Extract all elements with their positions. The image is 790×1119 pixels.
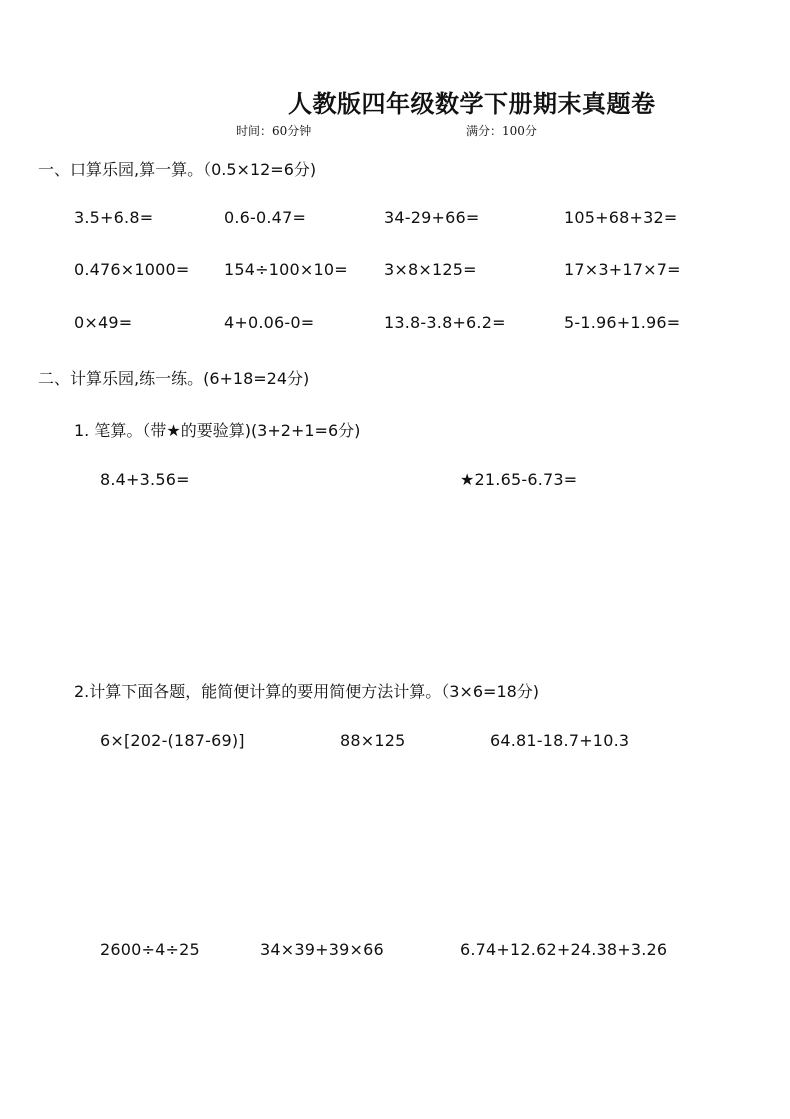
oral-item-2-2: 154÷100×10= bbox=[224, 260, 348, 279]
oral-item-2-3: 3×8×125= bbox=[384, 260, 477, 279]
page-title: 人教版四年级数学下册期末真题卷 bbox=[288, 90, 656, 118]
oral-item-3-4: 5-1.96+1.96= bbox=[564, 313, 681, 332]
section-1-heading: 一、口算乐园,算一算。（0.5×12=6分) bbox=[38, 160, 317, 179]
simplify-item-1: 6×[202-(187-69)] bbox=[100, 731, 245, 750]
written-item-2-with-check: ★21.65-6.73= bbox=[460, 470, 578, 489]
oral-item-3-3: 13.8-3.8+6.2= bbox=[384, 313, 506, 332]
written-calc-heading: 1. 笔算。（带★的要验算)(3+2+1=6分) bbox=[74, 421, 361, 440]
section-2-heading: 二、计算乐园,练一练。(6+18=24分) bbox=[38, 369, 310, 388]
oral-item-1-2: 0.6-0.47= bbox=[224, 208, 307, 227]
simplify-item-6: 6.74+12.62+24.38+3.26 bbox=[460, 940, 668, 959]
simplify-item-2: 88×125 bbox=[340, 731, 406, 750]
oral-item-2-4: 17×3+17×7= bbox=[564, 260, 681, 279]
time-limit: 时间：60分钟 bbox=[236, 124, 312, 138]
oral-item-3-1: 0×49= bbox=[74, 313, 133, 332]
oral-item-1-3: 34-29+66= bbox=[384, 208, 480, 227]
simplify-calc-heading: 2.计算下面各题，能简便计算的要用简便方法计算。（3×6=18分) bbox=[74, 682, 540, 701]
simplify-item-5: 34×39+39×66 bbox=[260, 940, 384, 959]
oral-item-1-1: 3.5+6.8= bbox=[74, 208, 154, 227]
oral-item-3-2: 4+0.06-0= bbox=[224, 313, 315, 332]
oral-item-2-1: 0.476×1000= bbox=[74, 260, 190, 279]
simplify-item-4: 2600÷4÷25 bbox=[100, 940, 200, 959]
oral-item-1-4: 105+68+32= bbox=[564, 208, 678, 227]
full-score: 满分：100分 bbox=[466, 124, 537, 138]
simplify-item-3: 64.81-18.7+10.3 bbox=[490, 731, 630, 750]
written-item-1: 8.4+3.56= bbox=[100, 470, 190, 489]
